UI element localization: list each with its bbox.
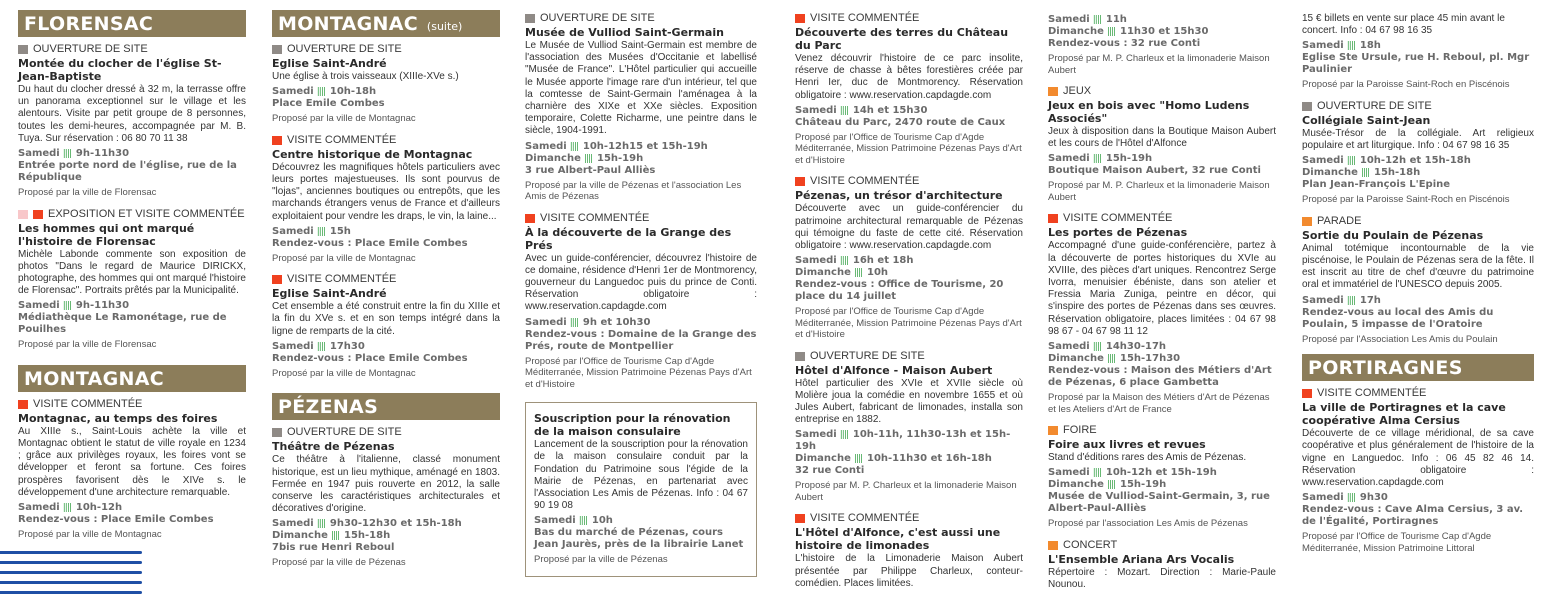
event-organizer: Proposé par la Paroisse Saint-Roch en Piscénois	[1302, 79, 1510, 91]
section-heading-montagnac: MONTAGNAC	[18, 365, 246, 392]
event-time: Samedi |||| 10h-12h	[18, 502, 123, 514]
time-bars-icon: ||||	[839, 105, 848, 116]
time-bars-icon: ||||	[1346, 493, 1355, 504]
event-organizer: Proposé par M. P. Charleux et la limonaderie Maison Aubert	[795, 480, 1017, 503]
event-description: Accompagné d'une guide-conférencière, partez à la découverte de portes historiques du XVIe au XVIIIe, des pièces d'art uniques. Rencontrez Serge Ivorra, menuisier ébéniste, dans son atelier et Fressia Maria Zuniga, peintre en décor, qui s'inspire des portes de Pézenas dans ses œuvres. Réservation obligatoire, places limitées : 04 67 98 98 67 - 04 67 98 11 12	[1048, 240, 1276, 337]
time-bars-icon: ||||	[853, 454, 862, 465]
event-time: Samedi |||| 11h	[1048, 14, 1127, 25]
exposition-category-square-icon	[18, 210, 28, 219]
time-bars-icon: ||||	[1346, 156, 1355, 167]
event-time: Dimanche |||| 10h-11h30 et 16h-18h	[795, 453, 992, 465]
event-time: Samedi |||| 17h30	[272, 340, 365, 352]
event-organizer: Proposé par la ville de Montagnac	[272, 367, 416, 379]
event-organizer: Proposé par M. P. Charleux et la limonaderie Maison Aubert	[1048, 180, 1270, 203]
time-bars-icon: ||||	[1360, 168, 1369, 179]
event-item	[525, 212, 757, 391]
event-place: Médiathèque Le Ramonétage, rue de Pouilhes	[18, 312, 227, 336]
site-category-square-icon	[272, 45, 282, 54]
event-title: L'Hôtel d'Alfonce, c'est aussi une histoire de limonades	[795, 526, 1001, 553]
time-bars-icon: ||||	[316, 519, 325, 530]
event-title: Théâtre de Pézenas	[272, 440, 395, 454]
site-category-square-icon	[1302, 102, 1312, 111]
event-item	[795, 350, 1023, 504]
event-category: VISITE COMMENTÉE	[1302, 387, 1534, 400]
event-organizer: Proposé par l'Office de Tourisme Cap d'Agde Méditerranée, Mission Patrimoine Pézenas Pays d'Art et d'Histoire	[525, 355, 752, 390]
event-item	[1048, 539, 1276, 591]
event-description: Découverte avec un guide-conférencier du patrimoine architectural remarquable de Pézenas qui témoigne du faste de cette cité. Réservation obligatoire : www.reservation.capdagde.com	[795, 203, 1023, 251]
column-1	[18, 0, 246, 550]
event-category: PARADE	[1302, 215, 1534, 228]
event-category: VISITE COMMENTÉE	[1048, 212, 1276, 225]
event-item	[1302, 387, 1534, 554]
event-category: VISITE COMMENTÉE	[272, 273, 500, 286]
event-time: Dimanche |||| 11h30 et 15h30	[1048, 26, 1209, 37]
event-place: Rendez-vous : Domaine de la Grange des Prés, route de Montpellier	[525, 328, 757, 352]
event-time: Samedi |||| 10h-11h, 11h30-13h et 15h-19h	[795, 429, 1011, 453]
event-place: Place Emile Combes	[272, 98, 385, 110]
event-place: Entrée porte nord de l'église, rue de la République	[18, 160, 237, 184]
event-place: Musée de Vulliod-Saint-Germain, 3, rue Albert-Paul-Alliès	[1048, 491, 1270, 515]
time-bars-icon: ||||	[1106, 480, 1115, 491]
event-category: CONCERT	[1048, 539, 1276, 552]
event-item	[1048, 424, 1276, 530]
event-place: Eglise Ste Ursule, rue H. Reboul, pl. Mgr Paulinier	[1302, 52, 1530, 76]
time-bars-icon: ||||	[1092, 468, 1101, 479]
event-place: Rendez-vous : Office de Tourisme, 20 place du 14 juillet	[795, 279, 1004, 303]
event-title: Pézenas, un trésor d'architecture	[795, 189, 1003, 203]
event-title: À la découverte de la Grange des Prés	[525, 225, 732, 252]
event-time: Samedi |||| 14h30-17h	[1048, 341, 1167, 353]
time-bars-icon: ||||	[1092, 154, 1101, 165]
event-title: Les portes de Pézenas	[1048, 226, 1188, 240]
time-bars-icon: ||||	[62, 503, 71, 514]
event-organizer: Proposé par la ville de Montagnac	[272, 113, 416, 125]
event-place: Boutique Maison Aubert, 32 rue Conti	[1048, 165, 1261, 177]
event-title: Eglise Saint-André	[272, 57, 387, 70]
event-description: Jeux à disposition dans la Boutique Maison Aubert et les cours de l'Hôtel d'Alfonce	[1048, 126, 1276, 150]
event-item	[1302, 215, 1534, 345]
event-description: Avec un guide-conférencier, découvrez l'histoire de ce domaine, résidence d'Henri 1er de Montmorency, gouverneur du Languedoc puis du prince de Conti. Réservation obligatoire : www.reservation.capdagde.com	[525, 252, 757, 313]
event-title: Les hommes qui ont marqué l'histoire de Florensac	[18, 221, 195, 248]
visit-category-square-icon	[795, 14, 805, 23]
event-organizer: Proposé par la ville de Montagnac	[272, 252, 416, 264]
event-time: Dimanche |||| 15h-17h30	[1048, 353, 1181, 365]
event-organizer: Proposé par l'Office de Tourisme Cap d'Agde Méditerranée, Mission Patrimoine Pézenas Pays d'Art et d'Histoire	[795, 131, 1022, 166]
event-description: Découvrez les magnifiques hôtels particuliers avec leurs portes majestueuses. Ils sont pourvus de "lojas", anciennes boutiques ou entrepôts, que les marchands étrangers venus de France et d'ailleurs exploitaient pour vendre les draps, le vin, la laine...	[272, 161, 500, 222]
event-title: Collégiale Saint-Jean	[1302, 113, 1431, 127]
event-time: Samedi |||| 17h	[1302, 294, 1381, 306]
event-place: 7bis rue Henri Reboul	[272, 542, 395, 554]
event-category: OUVERTURE DE SITE	[1302, 100, 1534, 113]
event-organizer: Proposé par la ville de Florensac	[18, 339, 157, 351]
event-time: Dimanche |||| 15h-19h	[525, 152, 644, 164]
event-description: Stand d'éditions rares des Amis de Pézenas.	[1048, 452, 1247, 464]
time-bars-icon: ||||	[569, 141, 578, 152]
event-description: Venez découvrir l'histoire de ce parc insolite, réserve de chasse à bêtes forestières créée par Henri Ier, duc de Montmorency. Réservation obligatoire : www.reservation.capdagde.com	[795, 53, 1023, 101]
event-place: 32 rue Conti	[795, 465, 865, 477]
event-time: Dimanche |||| 15h-19h	[1048, 479, 1167, 491]
event-item	[795, 512, 1023, 590]
event-title: Découverte des terres du Château du Parc	[795, 26, 1009, 52]
event-category: OUVERTURE DE SITE	[272, 426, 500, 439]
event-place: Château du Parc, 2470 route de Caux	[795, 116, 1006, 128]
event-time: Dimanche |||| 15h-18h	[1302, 167, 1421, 179]
event-category: OUVERTURE DE SITE	[795, 350, 1023, 363]
time-bars-icon: ||||	[62, 301, 71, 312]
visit-category-square-icon	[525, 214, 535, 223]
event-item	[1048, 212, 1276, 415]
time-bars-icon: ||||	[316, 341, 325, 352]
event-item	[525, 12, 757, 203]
event-place: Rendez-vous : Maison des Métiers d'Art de Pézenas, 6 place Gambetta	[1048, 365, 1272, 389]
section-heading-portiragnes: PORTIRAGNES	[1302, 354, 1534, 381]
event-organizer: Proposé par la ville de Montagnac	[18, 529, 162, 541]
event-time: Samedi |||| 9h et 10h30	[525, 316, 651, 328]
event-description: Hôtel particulier des XVIe et XVIIe siècle où Molière joua la comédie en novembre 1655 et où Jules Aubert, fabricant de limonades, installa son entreprise en 1882.	[795, 377, 1023, 426]
time-bars-icon: ||||	[1092, 15, 1101, 25]
event-time: Samedi |||| 15h	[272, 225, 351, 237]
event-place: Rendez-vous : 32 rue Conti	[1048, 38, 1201, 49]
time-bars-icon: ||||	[1106, 27, 1115, 37]
event-place: Rendez-vous : Place Emile Combes	[272, 352, 468, 364]
event-title: Centre historique de Montagnac	[272, 147, 473, 161]
box-title: Souscription pour la rénovation de la maison consulaire	[534, 412, 731, 439]
site-category-square-icon	[795, 352, 805, 361]
event-place: Rendez-vous au local des Amis du Poulain, 5 impasse de l'Oratoire	[1302, 306, 1494, 330]
time-bars-icon: ||||	[316, 226, 325, 237]
site-category-square-icon	[18, 45, 28, 54]
event-description: Animal totémique incontournable de la vie piscénoise, le Poulain de Pézenas sera de la fête. Il est inscrit au titre de chef d'œuvre du patrimoine oral et immatériel de l'UNESCO depuis 2005.	[1302, 242, 1534, 291]
event-category: VISITE COMMENTÉE	[18, 398, 246, 411]
event-organizer: Proposé par l'Association Les Amis du Poulain	[1302, 333, 1498, 345]
event-organizer: Proposé par la ville de Florensac	[18, 187, 157, 199]
time-bars-icon: ||||	[839, 256, 848, 267]
event-description: Ce théâtre à l'italienne, classé monument historique, est un lieu mythique, aménagé en 1803. Fermée en 1947 puis rouverte en 2012, la salle conserve les caractéristiques architecturales et décoratives d'origine.	[272, 454, 500, 515]
event-category: VISITE COMMENTÉE	[272, 134, 500, 147]
visit-category-square-icon	[272, 136, 282, 145]
time-bars-icon: ||||	[330, 531, 339, 542]
time-bars-icon: ||||	[853, 268, 862, 279]
event-time: Samedi |||| 15h-19h	[1048, 153, 1153, 165]
time-bars-icon: ||||	[839, 430, 848, 441]
event-description: L'histoire de la Limonaderie Maison Aubert présentée par Philippe Charleux, conteur-comédien. Places limitées.	[795, 553, 1023, 589]
event-title: L'Ensemble Ariana Ars Vocalis	[1048, 552, 1235, 566]
event-category: OUVERTURE DE SITE	[272, 43, 500, 56]
time-bars-icon: ||||	[1092, 342, 1101, 353]
section-heading-florensac: FLORENSAC	[18, 10, 246, 37]
event-time: Samedi |||| 10h-12h15 et 15h-19h	[525, 140, 708, 152]
event-title: Eglise Saint-André	[272, 287, 387, 301]
event-title: La ville de Portiragnes et la cave coopérative Alma Cersius	[1302, 401, 1506, 428]
event-organizer: Proposé par la Paroisse Saint-Roch en Piscénois	[1302, 194, 1510, 206]
visit-category-square-icon	[795, 514, 805, 523]
event-description: Le Musée de Vulliod Saint-Germain est membre de l'association des Musées d'Occitanie et labellisé "Musée de France". L'Hôtel particulier qui accueille le Musée apporte l'image rare d'un intérieur, tel que la comtesse de Saint-Germain l'aménagea à la charnière des XIXe et XXe siècles. Exposition temporaire, Colette Richarme, une peintre dans le siècle, 1904-1991.	[525, 40, 757, 137]
event-item	[1302, 100, 1534, 206]
column-6	[1302, 12, 1534, 563]
event-time: Samedi |||| 9h-11h30	[18, 148, 130, 160]
event-description: Michèle Labonde commente son exposition de photos "Dans le regard de Maurice DIRICKX, photographe, des hommes qui ont marqué l'histoire de Florensac". Portraits prêtés par la Municipalité.	[18, 248, 246, 297]
event-category: VISITE COMMENTÉE	[795, 175, 1023, 188]
event-description: Découverte de ce village méridional, de sa cave coopérative et plus généralement de l'histoire de la vigne en Languedoc. Info : 06 45 82 46 14. Réservation obligatoire : www.reservation.capdagde.com	[1302, 428, 1534, 488]
event-item	[795, 175, 1023, 340]
event-title: Jeux en bois avec "Homo Ludens Associés"	[1048, 99, 1250, 125]
event-description: Répertoire : Mozart. Direction : Marie-Paule Nounou.	[1048, 566, 1276, 590]
event-category: JEUX	[1048, 85, 1276, 98]
event-item	[18, 398, 246, 541]
event-place: Plan Jean-François L'Epine	[1302, 179, 1451, 191]
event-organizer: Proposé par la Maison des Métiers d'Art de Pézenas et les Ateliers d'Art de France	[1048, 392, 1270, 415]
time-bars-icon: ||||	[578, 516, 587, 527]
visit-category-square-icon	[18, 400, 28, 409]
event-item	[1048, 85, 1276, 203]
concert-category-square-icon	[1048, 541, 1058, 550]
event-category: OUVERTURE DE SITE	[18, 43, 246, 56]
event-item	[795, 12, 1023, 166]
event-organizer: Proposé par M. P. Charleux et la limonaderie Maison Aubert	[1048, 53, 1270, 76]
event-category: VISITE COMMENTÉE	[795, 512, 1023, 525]
site-category-square-icon	[272, 428, 282, 437]
event-description: Du haut du clocher dressé à 32 m, la terrasse offre un panorama exceptionnel sur le village et les alentours. Visite par petit groupe de 8 personnes, toutes les demi-heures, accompagnée par M. B. Tuya. Sur réservation : 06 80 70 11 38	[18, 84, 246, 144]
event-category: VISITE COMMENTÉE	[525, 212, 757, 225]
event-title: Foire aux livres et revues	[1048, 438, 1206, 452]
event-time: Dimanche |||| 10h	[795, 267, 889, 279]
games-category-square-icon	[1048, 87, 1058, 96]
event-title: Montagnac, au temps des foires	[18, 411, 218, 425]
event-item	[272, 43, 500, 125]
event-place: 3 rue Albert-Paul Alliès	[525, 164, 656, 176]
event-item	[272, 426, 500, 569]
visit-category-square-icon	[1048, 214, 1058, 223]
fair-category-square-icon	[1048, 426, 1058, 435]
event-time: Samedi |||| 10h-12h et 15h-19h	[1048, 467, 1217, 479]
column-4	[795, 12, 1023, 599]
event-organizer: Proposé par l'Office de Tourisme Cap d'Agde Méditerranée, Mission Patrimoine Pézenas Pays d'Art et d'Histoire	[795, 306, 1022, 341]
box-organizer: Proposé par la ville de Pézenas	[534, 554, 668, 566]
event-category: FOIRE	[1048, 424, 1276, 437]
event-time: Samedi |||| 16h et 18h	[795, 255, 914, 267]
event-time: Samedi |||| 14h et 15h30	[795, 104, 928, 116]
event-organizer: Proposé par la ville de Pézenas et l'association Les Amis de Pézenas	[525, 179, 742, 203]
event-title: Hôtel d'Alfonce - Maison Aubert	[795, 363, 993, 377]
column-3	[525, 12, 757, 577]
event-description: Musée-Trésor de la collégiale. Art religieux populaire et art liturgique. Info : 04 67 98 16 35	[1302, 127, 1534, 152]
visit-category-square-icon	[33, 210, 43, 219]
event-item	[18, 43, 246, 199]
time-bars-icon: ||||	[569, 317, 578, 328]
event-time: Samedi |||| 18h	[1302, 40, 1381, 52]
event-item	[272, 134, 500, 265]
event-place: Rendez-vous : Place Emile Combes	[272, 237, 468, 249]
box-time: Samedi |||| 10h	[534, 515, 613, 527]
time-bars-icon: ||||	[316, 87, 325, 98]
event-category: OUVERTURE DE SITE	[525, 12, 757, 25]
event-time: Samedi |||| 10h-12h et 15h-18h	[1302, 155, 1471, 167]
event-organizer: Proposé par l'association Les Amis de Pézenas	[1048, 518, 1248, 530]
event-item	[18, 208, 246, 351]
event-time: Samedi |||| 10h-18h	[272, 86, 377, 98]
visit-category-square-icon	[1302, 389, 1312, 398]
event-title: Montée du clocher de l'église St-Jean-Baptiste	[18, 57, 222, 83]
decorative-blue-stripes	[0, 551, 142, 601]
site-category-square-icon	[525, 14, 535, 23]
event-description: 15 € billets en vente sur place 45 min avant le concert. Info : 04 67 98 16 35	[1302, 13, 1505, 37]
event-organizer: Proposé par la ville de Pézenas	[272, 557, 406, 569]
souscription-box	[525, 402, 757, 577]
section-heading-pezenas: PÉZENAS	[272, 393, 500, 420]
event-time: Samedi |||| 9h-11h30	[18, 300, 130, 312]
event-time: Samedi |||| 9h30	[1302, 492, 1388, 504]
visit-category-square-icon	[795, 177, 805, 186]
event-time: Samedi |||| 9h30-12h30 et 15h-18h	[272, 518, 462, 530]
time-bars-icon: ||||	[1346, 41, 1355, 52]
time-bars-icon: ||||	[62, 149, 71, 160]
event-item-continued	[1302, 13, 1534, 91]
event-description: Au XIIIe s., Saint-Louis achète la ville et Montagnac obtient le statut de ville royale en 1234 ; grâce aux privilèges royaux, les foires vont se développer et feront sa fortune. Ces foires prospères favorisent dès le XIVe s. le développement d'une architecture remarquable.	[18, 425, 246, 498]
box-place: Bas du marché de Pézenas, cours Jean Jaurès, près de la librairie Lanet	[534, 527, 744, 551]
event-description: Une église à trois vaisseaux (XIIIe-XVe s.)	[272, 71, 459, 82]
event-organizer: Proposé par l'Office de Tourisme Cap d'Agde Méditerranée, Mission Patrimoine Littoral	[1302, 531, 1492, 554]
column-5	[1048, 14, 1276, 600]
event-place: Rendez-vous : Cave Alma Cersius, 3 av. de l'Égalité, Portiragnes	[1302, 504, 1524, 528]
parade-category-square-icon	[1302, 217, 1312, 226]
time-bars-icon: ||||	[583, 153, 592, 164]
visit-category-square-icon	[272, 275, 282, 284]
event-category: EXPOSITION ET VISITE COMMENTÉE	[18, 208, 246, 221]
time-bars-icon: ||||	[1346, 295, 1355, 306]
event-description: Cet ensemble a été construit entre la fin du XIIIe et la fin du XVe s. et en son temps intégré dans la ligne de remparts de la cité.	[272, 301, 500, 337]
section-heading-montagnac-suite: MONTAGNAC (suite)	[272, 10, 500, 37]
time-bars-icon: ||||	[1106, 354, 1115, 365]
event-item	[272, 273, 500, 379]
event-title: Sortie du Poulain de Pézenas	[1302, 228, 1484, 242]
box-description: Lancement de la souscription pour la rénovation de la maison consulaire conduit par la Fondation du Patrimoine sous l'égide de la Mairie de Pézenas, en partenariat avec l'Association Les Amis de Pézenas. Info : 04 67 90 19 08	[534, 439, 748, 512]
event-title: Musée de Vulliod Saint-Germain	[525, 26, 724, 39]
column-2	[272, 0, 500, 578]
event-time: Dimanche |||| 15h-18h	[272, 530, 391, 542]
event-category: VISITE COMMENTÉE	[795, 12, 1023, 25]
event-item-continued	[1048, 14, 1276, 76]
event-place: Rendez-vous : Place Emile Combes	[18, 514, 214, 526]
